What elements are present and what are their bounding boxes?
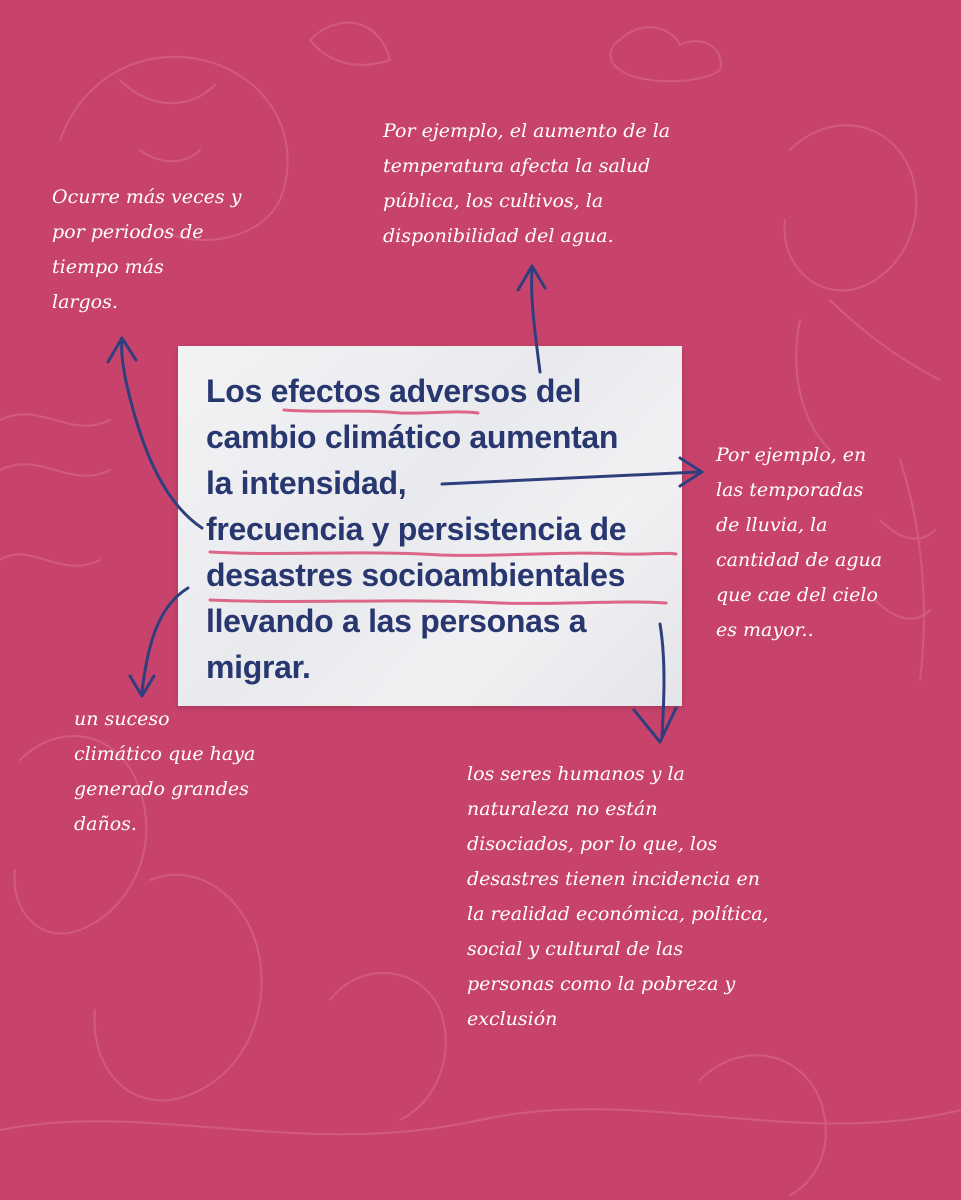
arrow-to-bottom-left — [142, 588, 188, 692]
note-line: naturaleza no están — [467, 798, 658, 820]
note-line: tiempo más — [52, 256, 164, 278]
note-line: disociados, por lo que, los — [467, 833, 718, 855]
note-bottom-left — [74, 702, 255, 842]
note-line: es mayor.. — [716, 619, 814, 641]
note-line: desastres tienen incidencia en — [467, 868, 760, 890]
headline-text — [206, 368, 676, 690]
headline-line: la intensidad, — [206, 465, 407, 501]
headline-line: desastres socioambientales — [206, 557, 626, 593]
arrow-to-bottom-right-head — [634, 708, 676, 742]
note-line: que cae del cielo — [716, 584, 878, 606]
note-line: los seres humanos y la — [467, 763, 685, 785]
note-line: pública, los cultivos, la — [383, 190, 604, 212]
note-top-center — [383, 114, 670, 254]
note-line: generado grandes — [74, 778, 249, 800]
note-line: social y cultural de las — [467, 938, 684, 960]
note-line: cantidad de agua — [716, 549, 883, 571]
note-top-left — [52, 180, 241, 320]
headline-line: frecuencia y persistencia de — [206, 511, 627, 547]
note-line: un suceso — [74, 708, 170, 730]
note-line: disponibilidad del agua. — [383, 225, 614, 247]
note-line: las temporadas — [716, 479, 864, 501]
headline-line: cambio climático aumentan — [206, 419, 619, 455]
note-line: Por ejemplo, el aumento de la — [383, 120, 671, 142]
arrow-to-top-center — [532, 270, 540, 372]
note-line: daños. — [74, 813, 137, 835]
note-right — [716, 438, 882, 648]
note-line: por periodos de — [52, 221, 204, 243]
note-line: personas como la pobreza y — [467, 973, 736, 995]
note-line: la realidad económica, política, — [467, 903, 769, 925]
headline-line: migrar. — [206, 649, 311, 685]
headline-line: llevando a las personas a — [206, 603, 587, 639]
note-line: temperatura afecta la salud — [383, 155, 651, 177]
note-line: climático que haya — [74, 743, 256, 765]
note-line: largos. — [52, 291, 118, 313]
note-line: de lluvia, la — [716, 514, 828, 536]
arrow-to-top-left — [122, 340, 202, 528]
note-bottom-right — [467, 757, 769, 1037]
headline-line: Los efectos adversos del — [206, 373, 582, 409]
note-line: Por ejemplo, en — [716, 444, 867, 466]
note-line: exclusión — [467, 1008, 558, 1030]
note-line: Ocurre más veces y — [52, 186, 242, 208]
